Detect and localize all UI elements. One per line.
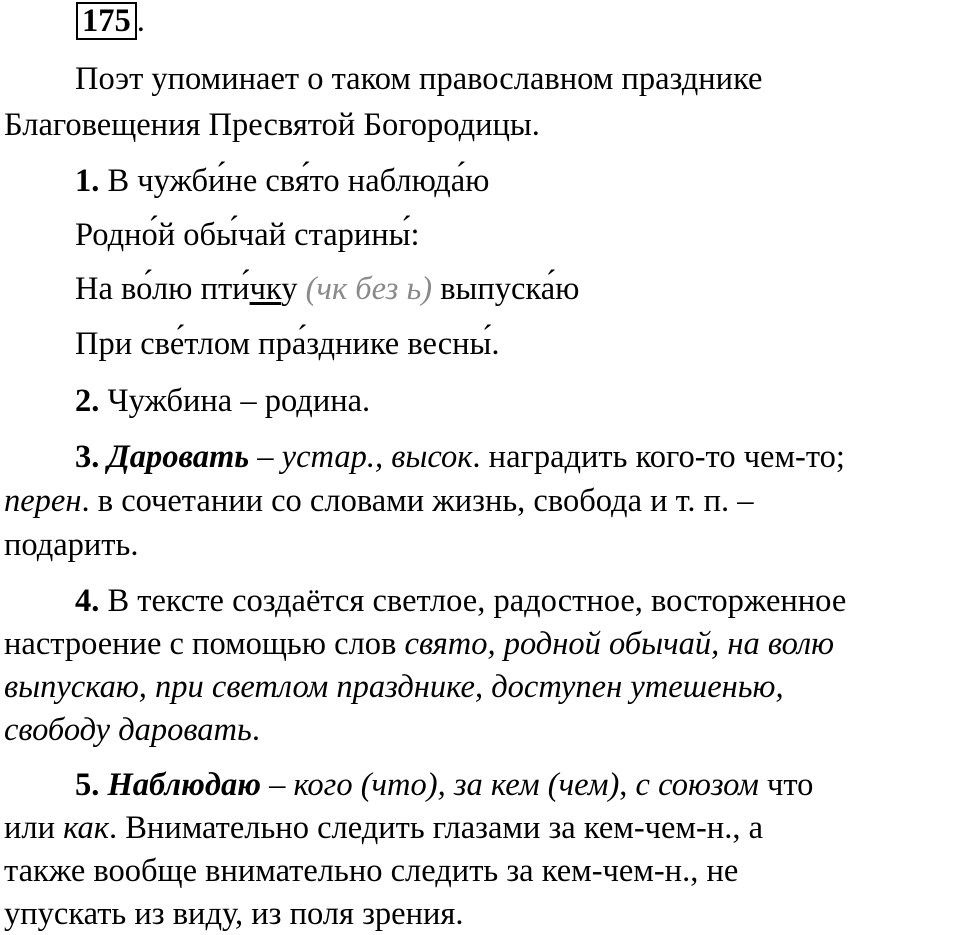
verse-3-b: у <box>281 271 298 307</box>
verse-line-2: Родно́й обы́чай старины́: <box>75 217 420 253</box>
verse-3-c: выпуска́ю <box>440 271 580 307</box>
q4-line-3-italic: выпускаю, при светлом празднике, доступен утешенью, <box>4 669 784 705</box>
q5-line-4: упускать из виду, из поля зрения. <box>4 896 464 932</box>
q4-line-2 <box>4 623 958 665</box>
q5-line-2-b: . Внимательно следить глазами за кем-чем-н., а <box>109 810 763 846</box>
q5-government: кого (что), за кем (чем) <box>293 767 620 803</box>
q3-number: 3. <box>75 439 100 475</box>
spelling-note: (чк без ь) <box>305 271 433 307</box>
intro-line-2: Благовещения Пресвятой Богородицы. <box>4 107 540 143</box>
q4-line-2-plain: настроение с помощью слов <box>4 626 397 662</box>
q2-number: 2. <box>75 383 100 419</box>
q4-line-4-italic: свободу даровать <box>4 712 252 748</box>
q5-dash: – <box>269 767 286 803</box>
q4-line-1-text: В тексте создаётся светлое, радостное, восторженное <box>107 583 847 619</box>
q5-line-3: также вообще внимательно следить за кем-чем-н., не <box>4 853 739 889</box>
verse-1-text: В чужби́не свя́то наблюда́ю <box>107 163 490 199</box>
verse-line-4: При све́тлом пра́зднике весны́. <box>75 326 500 362</box>
q3-line-1-rest: . наградить кого-то чем-то; <box>472 439 845 475</box>
q4-line-2-italic: свято, родной обычай, на волю <box>404 626 835 662</box>
q5-line-2 <box>4 807 958 849</box>
q5-line-1 <box>4 764 960 806</box>
verse-line-1 <box>4 160 960 202</box>
q3-dash: – <box>257 439 274 475</box>
q5-number: 5. <box>75 767 100 803</box>
q4-line-1 <box>4 580 960 622</box>
q4-line-4-end: . <box>251 712 260 748</box>
task-number-dot: . <box>136 3 145 39</box>
q3-style-mark: устар., высок <box>281 439 473 475</box>
q2-line <box>4 380 960 422</box>
q3-line-3: подарить. <box>4 527 139 563</box>
q3-mark-2: перен <box>4 483 82 519</box>
q5-comma: , <box>619 767 628 803</box>
q2-text: Чужбина – родина. <box>107 383 371 419</box>
q5-conj-2: как <box>63 810 109 846</box>
q1-number: 1. <box>75 163 100 199</box>
q5-conj-label: с союзом <box>635 767 759 803</box>
verse-line-3 <box>4 268 960 310</box>
q3-line-2-rest: . в сочетании со словами жизнь, свобода и т. п. – <box>81 483 754 519</box>
q4-line-4 <box>4 709 958 751</box>
q3-line-1 <box>4 436 960 478</box>
verse-3-a: На во́лю пти́ <box>75 271 250 307</box>
q5-conj-1: что <box>767 767 814 803</box>
q5-term: Наблюдаю <box>107 767 261 803</box>
q4-line-3 <box>4 666 958 708</box>
verse-3-underlined: чк <box>249 271 282 307</box>
task-number <box>76 2 145 40</box>
q4-number: 4. <box>75 583 100 619</box>
q5-line-2-a: или <box>4 810 56 846</box>
intro-line-1: Поэт упоминает о таком православном празднике <box>75 61 763 97</box>
q3-term: Даровать <box>107 439 250 475</box>
task-number-box: 175 <box>76 2 137 40</box>
q3-line-2 <box>4 480 958 522</box>
